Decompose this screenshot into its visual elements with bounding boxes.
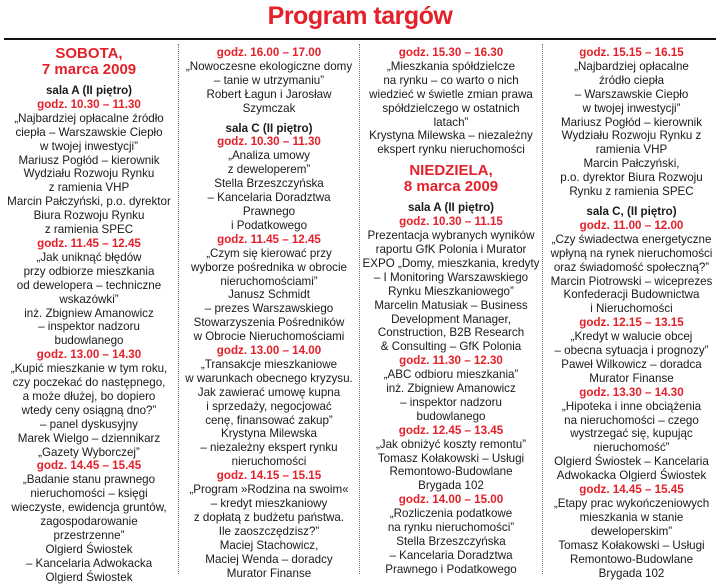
session-text-line: z dopłatą z budżetu państwa. [193,510,345,524]
session-description [2,112,176,237]
session-text-line: od dewelopera – techniczne [16,278,162,292]
session-text-line: p.o. dyrektor Biura Rozwoju [560,171,703,185]
session-text-line: wiedzieć w świetle zmian prawa [369,87,533,101]
session-time: godz. 16.00 – 17.00 [216,46,322,59]
session-text-line: Biura Rozwoju Rynku [33,209,145,223]
room-heading: sala A (II piętro) [45,84,133,97]
session-text-line: wystrzegać się, kupując [570,427,693,441]
session-text-line: i Nieruchomości [590,302,673,316]
session-text-line: Remontowo-Budowlane [569,552,694,566]
session-text-line: „Rozliczenia podatkowe [389,507,513,521]
day-heading-line: SOBOTA, [55,45,123,62]
session-time: godz. 11.45 – 12.45 [37,236,141,250]
session-text-line: czy poczekać do następnego, [12,376,166,390]
session-description [362,229,540,354]
session-text-line: Marcin Pałczyński, p.o. dyrektor [7,195,171,209]
session-text-line: Rynku z ramienia SPEC [569,185,694,199]
session-text-line: Mariusz Pogłód – kierownik [18,153,160,167]
session-text-line: – panel dyskusyjny [40,417,138,431]
session-text-line: „Kredyt w walucie obcej [570,330,693,344]
session-description [545,330,718,386]
session-text-line: mieszkania w stanie [579,510,684,524]
session-description [181,483,357,580]
session-time: godz. 10.30 – 11.30 [217,135,321,149]
session-time: godz. 13.00 – 14.00 [216,344,322,358]
session-text-line: Janusz Schmidt [228,288,310,302]
room-heading: sala C, (II piętro) [586,204,677,218]
session-text-line: ramienia VHP [595,143,668,157]
session-text-line: Marcelin Matusiak – Business [374,298,528,312]
session-text-line: wskazówki” [59,292,119,306]
session-text-line: wieczyste, ewidencja gruntów, [11,501,167,515]
day-heading-line: 7 marca 2009 [41,61,137,78]
session-text-line: „Kupić mieszkanie w tym roku, [10,362,168,376]
session-text-line: latach” [433,115,469,129]
session-description [2,473,176,584]
session-text-line: i sprzedaży, negocjować [206,399,332,413]
session-time: godz. 15.15 – 16.15 [579,46,684,59]
session-text-line: „Analiza umowy [228,149,310,163]
schedule-column-3 [362,46,540,577]
day-heading [362,163,540,195]
session-text-line: Marek Wielgo – dziennikarz [17,431,161,445]
session-text-line: wtedy ceny osiągną dno?” [21,403,157,417]
session-text-line: „Mieszkania spółdzielcze [386,59,516,73]
session-text-line: „Hipoteka i inne obciążenia [561,399,702,413]
schedule-column-1 [2,46,176,585]
session-text-line: spółdzielczego w ostatnich [382,101,520,115]
session-text-line: Stowarzyszenia Pośredników [193,316,345,330]
column-divider [542,44,543,574]
column-divider [178,44,179,574]
session-text-line: „Jak obniżyć koszty remontu” [375,437,527,451]
session-text-line: – obecna sytuacja i prognozy” [554,344,709,358]
session-text-line: „Czy świadectwa energetyczne [551,232,712,246]
session-text-line: – kredyt mieszkaniowy [210,497,328,510]
session-text-line: „Program »Rodzina na swoim« [189,483,349,497]
session-text-line: nieruchomości – księgi [30,487,148,501]
session-text-line: „Etapy prac wykończeniowych [553,497,710,510]
session-description [181,358,357,469]
session-text-line: budowlanego [54,334,124,348]
session-text-line: Krystyna Milewska – niezależny [369,129,533,143]
room-heading: sala A (II piętro) [407,201,495,215]
session-text-line: „Najbardziej opłacalne źródło [14,111,164,125]
session-time: godz. 11.00 – 12.00 [579,218,684,232]
session-text-line: Wydziału Rozwoju Rynku [23,167,155,181]
session-text-line: Robert Łagun i Jarosław [206,87,332,101]
session-text-line: „Gazety Wyborczej” [38,445,140,459]
session-text-line: a może dłużej, bo dopiero [22,389,156,403]
session-text-line: „ABC odbioru mieszkania” [383,368,519,382]
session-text-line: EXPO „Domy, mieszkania, kredyty [362,256,540,270]
session-text-line: zagospodarowanie [40,515,138,529]
session-text-line: Remontowo-Budowlane [389,465,513,479]
session-text-line: Prawnego [242,204,296,218]
session-text-line: Ile zaoszczędzisz?” [218,524,320,538]
session-text-line: ekspert rynku nieruchomości [377,143,525,157]
session-text-line: – prezes Warszawskiego [204,302,334,316]
session-text-line: w warunkach obecnego kryzysu. [185,371,353,385]
room-heading: sala C (II piętro) [225,121,313,135]
session-text-line: Rynku Mieszkaniowego” [388,284,514,298]
session-text-line: nieruchomościami” [220,274,318,288]
session-text-line: Stella Brzeszczyńska [396,535,506,548]
session-description [362,368,540,424]
session-description [545,60,718,199]
session-text-line: & Consulting – GfK Polonia [380,340,522,354]
schedule-column-2 [181,46,357,580]
session-time: godz. 12.15 – 13.15 [579,316,684,330]
session-text-line: – tanie w utrzymaniu” [213,73,325,87]
session-text-line: raportu GfK Polonia i Murator [375,242,527,256]
session-text-line: przestrzenne” [53,529,125,542]
page-title: Program targów [267,2,453,30]
session-text-line: Brygada 102 [418,479,484,493]
session-text-line: źródło ciepła [598,73,665,87]
session-text-line: Konfederacji Budownictwa [563,288,700,302]
session-description [545,400,718,483]
day-heading-line: 8 marca 2009 [403,178,499,196]
session-text-line: nieruchomość” [593,441,670,455]
session-text-line: Maciej Stachowicz, [219,538,319,552]
session-time: godz. 10.30 – 11.30 [37,97,141,111]
session-text-line: z ramienia SPEC [44,223,134,237]
session-text-line: nieruchomości [231,455,307,469]
session-description [181,60,357,116]
session-text-line: w Obrocie Nieruchomościami [193,330,345,344]
session-description [545,233,718,316]
session-description [362,60,540,157]
session-text-line: – I Monitoring Warszawskiego [373,270,529,284]
session-text-line: w twojej inwestycji” [40,139,138,153]
session-text-line: – Warszawskie Ciepło [574,87,689,101]
session-time: godz. 13.00 – 14.30 [36,348,142,362]
session-text-line: Adwokacka Olgierd Świostek [556,469,707,483]
session-text-line: „Nowoczesne ekologiczne domy [185,59,353,73]
session-description [2,362,176,459]
session-text-line: na rynku – co warto o nich [383,73,519,87]
session-text-line: Mariusz Pogłód – kierownik [560,115,703,129]
session-text-line: Construction, B2B Research [377,326,525,340]
session-time: godz. 14.00 – 15.00 [398,493,504,507]
session-text-line: – niezależny ekspert rynku [200,441,338,455]
session-time: godz. 15.30 – 16.30 [398,46,504,59]
schedule-column-4 [545,46,718,580]
session-time: godz. 14.45 – 15.45 [579,483,684,497]
session-text-line: Murator Finanse [226,566,312,580]
session-text-line: w twojej inwestycji” [582,101,681,115]
session-text-line: Wydziału Rozwoju Rynku z [561,129,702,143]
session-text-line: na nieruchomości – czego [564,413,699,427]
session-text-line: – Kancelaria Doradztwa [389,548,513,562]
session-text-line: Murator Finanse [589,371,674,385]
session-text-line: Olgierd Świostek [45,570,133,584]
day-heading [2,46,176,78]
session-time: godz. 11.45 – 12.45 [217,232,321,246]
session-text-line: Szymczak [242,101,296,115]
title-rule [4,38,716,40]
session-text-line: inż. Zbigniew Amanowicz [24,306,154,320]
session-text-line: Maciej Wenda – doradcy [205,552,333,566]
session-description [2,251,176,348]
session-text-line: na rynku nieruchomości” [387,521,515,535]
session-text-line: z deweloperem” [227,163,311,177]
session-text-line: Stella Brzeszczyńska [214,177,324,191]
session-text-line: oraz świadomość społeczną?” [553,260,710,274]
session-text-line: inż. Zbigniew Amanowicz [386,382,516,396]
session-description [362,507,540,577]
session-text-line: Tomasz Kołakowski – Usługi [558,538,705,552]
session-text-line: Olgierd Świostek – Kancelaria [554,455,709,469]
session-time: godz. 14.45 – 15.45 [36,459,142,473]
session-text-line: „Badanie stanu prawnego [22,473,156,487]
session-text-line: – Kancelaria Doradztwa [207,191,331,205]
session-text-line: „Najbardziej opłacalne [574,59,689,73]
day-heading-line: NIEDZIELA, [409,162,493,180]
session-description [181,247,357,344]
session-text-line: – inspektor nadzoru [38,320,140,334]
session-time: godz. 10.30 – 11.15 [399,215,503,229]
session-text-line: i Podatkowego [230,218,308,232]
column-divider [359,44,360,574]
session-text-line: – inspektor nadzoru [400,395,502,409]
session-text-line: Prezentacja wybranych wyników [367,229,535,243]
session-text-line: Brygada 102 [598,566,665,580]
session-text-line: budowlanego [416,409,486,423]
session-description [362,438,540,494]
session-text-line: Marcin Pałczyński, [583,157,680,171]
session-text-line: – Kancelaria Adwokacka [25,556,153,570]
session-time: godz. 13.30 – 14.30 [579,385,684,399]
session-text-line: Paweł Wilkowicz – doradca [561,357,702,371]
session-text-line: Marcin Piotrowski – wiceprezes [550,274,713,288]
session-text-line: wpłyną na rynek nieruchomości [550,246,713,260]
session-description [181,149,357,232]
session-time: godz. 14.15 – 15.15 [216,469,322,483]
session-text-line: deweloperskim” [590,524,673,538]
session-description [545,497,718,580]
session-time: godz. 11.30 – 12.30 [399,354,503,368]
session-text-line: Tomasz Kołakowski – Usługi [377,451,525,465]
session-text-line: Development Manager, [391,312,511,326]
session-text-line: „Czym się kierować przy [206,246,332,260]
session-text-line: „Transakcje mieszkaniowe [200,357,338,371]
session-text-line: wyborze pośrednika w obrocie [191,260,347,274]
session-text-line: przy odbiorze mieszkania [23,264,155,278]
session-time: godz. 12.45 – 13.45 [398,423,504,437]
session-text-line: Olgierd Świostek [45,542,133,556]
session-text-line: Jak zawierać umowę kupna [197,385,341,399]
session-text-line: z ramienia VHP [48,181,130,195]
session-text-line: ciepła – Warszawskie Ciepło [15,125,163,139]
session-text-line: Prawnego i Podatkowego [385,562,517,576]
session-text-line: „Jak uniknąć błędów [36,250,142,264]
session-text-line: cenę, finansować zakup” [205,413,333,427]
session-text-line: Krystyna Milewska [221,427,317,441]
